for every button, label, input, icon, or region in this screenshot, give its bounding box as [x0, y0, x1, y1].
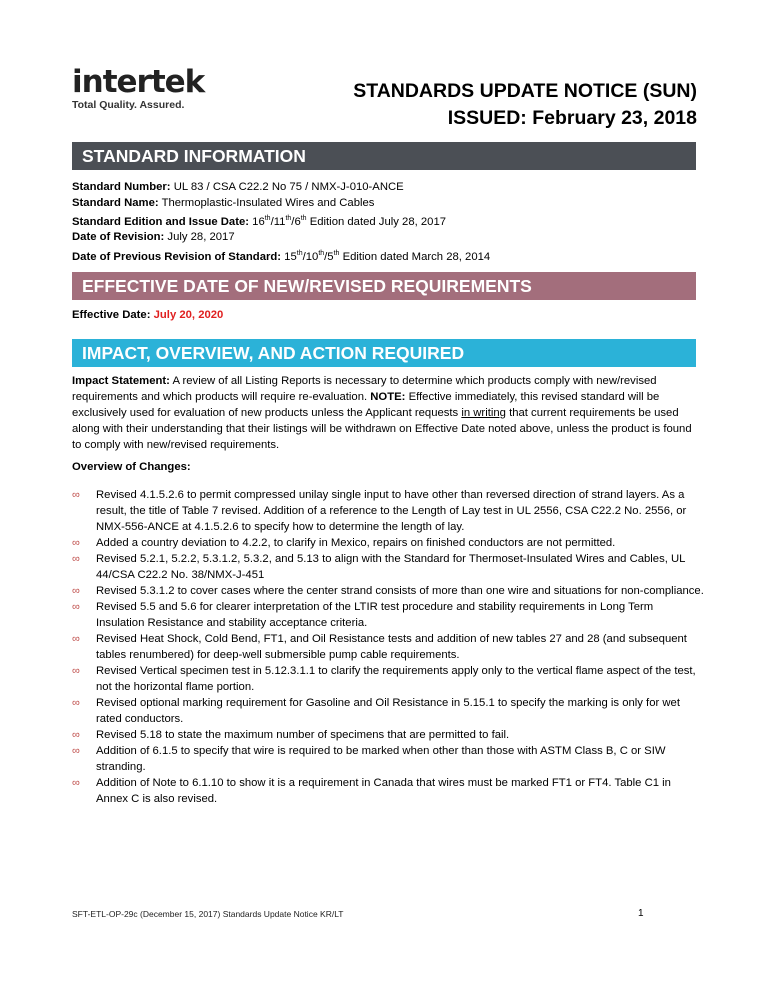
standard-number-row: [72, 180, 490, 196]
revision-row: [72, 230, 490, 246]
bullet-icon: ∞: [72, 601, 80, 613]
bullet-icon: ∞: [72, 665, 80, 677]
edition-value: 16th/11th/6th Edition dated July 28, 2017: [252, 215, 447, 228]
edition-row: [72, 211, 490, 230]
notice-title: STANDARDS UPDATE NOTICE (SUN): [353, 80, 697, 102]
standard-number-label: Standard Number:: [72, 181, 171, 193]
section-header-standard-information: STANDARD INFORMATION: [72, 142, 696, 170]
bullet-icon: ∞: [72, 697, 80, 709]
standard-info-block: [72, 180, 490, 265]
list-item: ∞ Revised Heat Shock, Cold Bend, FT1, and Oil Resistance tests and addition of new tables 27 and 28 (and subsequent tables renumbered) for deep-well submersible pump cable requirements.: [72, 633, 687, 661]
list-item: ∞ Addition of 6.1.5 to specify that wire is required to be marked when other than those with ASTM Class B, C or SIW stranding.: [72, 745, 666, 773]
list-item: ∞ Revised 5.2.1, 5.2.2, 5.3.1.2, 5.3.2, and 5.13 to align with the Standard for Thermoset-Insulated Wires and Cables, UL 44/CSA C22.2 No. 38/NMX-J-451: [72, 553, 686, 581]
note-label: NOTE:: [370, 391, 406, 403]
impact-text-1: A review of all Listing Reports is necessary to determine which products comply with new/revised requirements and which products will require re-evaluation.: [72, 375, 657, 403]
revision-value: July 28, 2017: [167, 231, 235, 244]
list-item: ∞ Revised 4.1.5.2.6 to permit compressed unilay single input to have other than reversed direction of strand layers. As a result, the title of Table 7 revised. Addition of a reference to the Length of Lay test in UL 2556, CSA C22.2 No. 2556, or NMX-556-ANCE at 4.1.5.2.6 to specify how to determine the length of lay.: [72, 489, 687, 533]
logo-wordmark: intertek: [72, 64, 205, 100]
bullet-icon: ∞: [72, 585, 80, 597]
bullet-icon: ∞: [72, 489, 80, 501]
bullet-icon: ∞: [72, 777, 80, 789]
impact-text-2: Effective immediately, this revised standard will be exclusively used for evaluation of new products unless the Applicant requests: [72, 391, 660, 419]
bullet-icon: ∞: [72, 553, 80, 565]
impact-text-3: that current requirements be used along with their understanding that their listings will be withdrawn on Effective Date noted above, unless the product is found to comply with new/revised requirements.: [72, 407, 692, 451]
section-header-impact: IMPACT, OVERVIEW, AND ACTION REQUIRED: [72, 339, 696, 367]
list-item: ∞ Revised 5.3.1.2 to cover cases where the center strand consists of more than one wire and situations for non-compliance.: [72, 585, 704, 597]
list-item: ∞ Added a country deviation to 4.2.2, to clarify in Mexico, repairs on finished conductors are not permitted.: [72, 537, 616, 549]
previous-revision-row: [72, 246, 490, 265]
logo-tagline: Total Quality. Assured.: [72, 99, 185, 111]
standard-number-value: UL 83 / CSA C22.2 No 75 / NMX-J-010-ANCE: [173, 181, 404, 193]
page-number: 1: [638, 908, 644, 919]
list-item: ∞ Revised 5.5 and 5.6 for clearer interpretation of the LTIR test procedure and stability requirements in Long Term Insulation Resistance and stability acceptance criteria.: [72, 601, 654, 629]
bullet-icon: ∞: [72, 537, 80, 549]
in-writing-text: in writing: [461, 407, 506, 419]
list-item: ∞ Revised 5.18 to state the maximum number of specimens that are permitted to fail.: [72, 729, 510, 741]
changes-list: [72, 487, 704, 807]
previous-revision-value: 15th/10th/5th Edition dated March 28, 2014: [284, 249, 491, 263]
list-item: ∞ Revised optional marking requirement for Gasoline and Oil Resistance in 5.15.1 to specify the marking is only for wet rated conductors.: [72, 697, 680, 725]
section-header-effective-date: EFFECTIVE DATE OF NEW/REVISED REQUIREMENTS: [72, 272, 696, 300]
list-item: ∞ Revised Vertical specimen test in 5.12.3.1.1 to clarify the requirements apply only to the vertical flame aspect of the test, not the horizontal flame portion.: [72, 665, 696, 693]
standard-name-label: Standard Name:: [72, 196, 159, 209]
effective-date-row: [72, 309, 223, 321]
edition-label: Standard Edition and Issue Date:: [72, 215, 250, 228]
effective-date-label: Effective Date:: [72, 309, 151, 321]
footer-document-id: SFT-ETL-OP-29c (December 15, 2017) Standards Update Notice KR/LT: [72, 909, 344, 919]
impact-statement: [72, 373, 702, 453]
revision-label: Date of Revision:: [72, 231, 165, 244]
previous-revision-label: Date of Previous Revision of Standard:: [72, 250, 282, 263]
overview-heading: Overview of Changes:: [72, 461, 191, 473]
standard-name-value: Thermoplastic-Insulated Wires and Cables: [161, 196, 375, 209]
impact-label: Impact Statement:: [72, 375, 170, 387]
document-title: [353, 78, 697, 132]
standard-name-row: [72, 196, 490, 212]
effective-date-value: July 20, 2020: [153, 309, 224, 321]
intertek-logo: [72, 66, 222, 126]
list-item: ∞ Addition of Note to 6.1.10 to show it is a requirement in Canada that wires must be marked FT1 or FT4. Table C1 in Annex C is also revised.: [72, 777, 671, 805]
issued-date: ISSUED: February 23, 2018: [447, 107, 697, 129]
bullet-icon: ∞: [72, 745, 80, 757]
bullet-icon: ∞: [72, 633, 80, 645]
bullet-icon: ∞: [72, 729, 80, 741]
